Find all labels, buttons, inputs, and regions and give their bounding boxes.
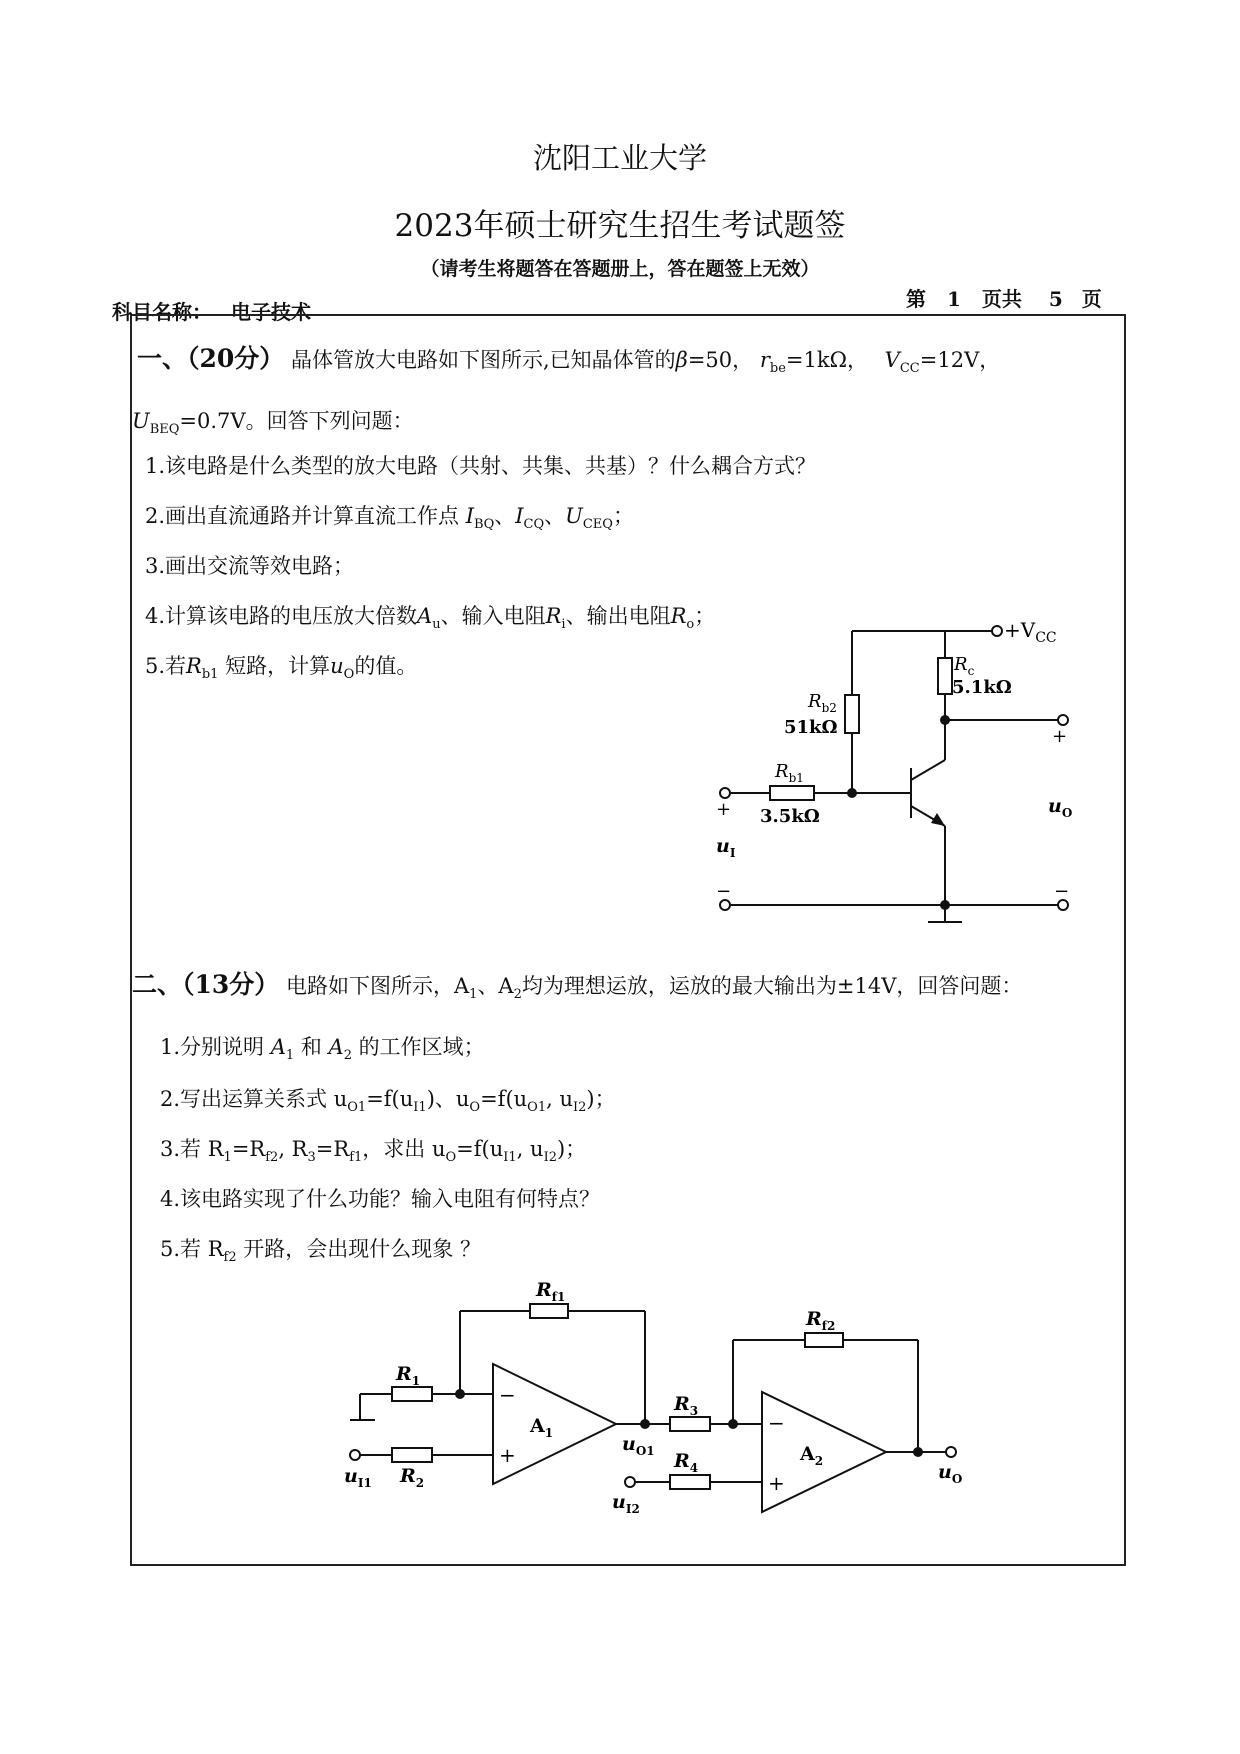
q2-a1-plus: + (499, 1443, 516, 1467)
q2-uo-label: $u_O$ (938, 1461, 963, 1486)
q2-intro-a1-sub: 1 (469, 987, 478, 1003)
q2-item1-c: 的工作区域； (351, 1035, 485, 1059)
q1-heading: 一、（20分） (137, 344, 285, 373)
school-name: 沈阳工业大学 (532, 141, 707, 175)
q2-item3-a: 3.若 R (160, 1137, 224, 1161)
q2-item5-a: 5.若 R (160, 1237, 224, 1261)
q1-rb1: R (186, 654, 202, 678)
q2-r2-label: $R_2$ (400, 1465, 425, 1490)
q2-item1-a2: A (328, 1035, 344, 1059)
q2-item2-c: )、u (426, 1087, 470, 1111)
q1-uo: u (330, 654, 344, 678)
q2-intro-a: 电路如下图所示，A (285, 974, 470, 998)
page-number: 1 (946, 287, 961, 311)
q1-ubeq: U (132, 409, 150, 433)
q1-ibq: I (465, 504, 475, 528)
q2-item3-s7: I2 (543, 1150, 557, 1166)
q2-intro-c: 均为理想运放，运放的最大输出为±14V，回答问题： (521, 974, 1023, 998)
q1-rb1-label: $R_{b1}$ (775, 761, 804, 785)
q2-item1-b: 和 (294, 1035, 329, 1059)
q2-item5-s1: f2 (223, 1250, 237, 1266)
q2-item3-s5: O (445, 1150, 457, 1166)
q2-item3-f: =f(u (456, 1137, 504, 1161)
q1-minus-out: − (1054, 881, 1070, 902)
page-label-1: 第 (906, 287, 926, 311)
q2-heading: 二、（13分） (132, 970, 280, 999)
q2-intro-a2-sub: 2 (513, 987, 522, 1003)
q1-uceq-sub: CEQ (582, 517, 613, 533)
q2-r1-label: $R_1$ (396, 1363, 421, 1388)
q1-item4-b: 、输入电阻 (440, 604, 546, 628)
q1-au-sub: u (432, 617, 441, 633)
q2-item2-s3: O (469, 1100, 481, 1116)
q1-minus-in: − (716, 881, 732, 902)
q1-rb2-label: $R_{b2}$ (808, 691, 837, 715)
q2-item3-e: ，求出 u (362, 1137, 446, 1161)
q2-item3-d: =R (315, 1137, 350, 1161)
q1-intro-b: =50， (687, 348, 754, 372)
q1-item2-sep2: 、 (544, 504, 566, 528)
q2-a1-minus: − (499, 1383, 516, 1407)
q1-item5-b: 短路，计算 (218, 654, 331, 678)
q1-uo-sub: O (343, 667, 355, 683)
q2-r4-label: $R_4$ (674, 1450, 699, 1475)
q2-item3-s4: f1 (349, 1150, 363, 1166)
q2-a2-minus: − (768, 1411, 785, 1435)
q2-item2-d: =f(u (480, 1087, 528, 1111)
q1-ro: R (670, 604, 687, 628)
q1-ibq-sub: BQ (474, 517, 495, 533)
q1-item5-c: 的值。 (354, 654, 418, 678)
q1-item3: 3.画出交流等效电路； (145, 554, 355, 578)
q1-item2-end: ； (612, 504, 634, 528)
page-total: 5 (1048, 287, 1063, 311)
q2-item5-b: 开路，会出现什么现象 ？ (236, 1237, 481, 1261)
q1-plus-out: + (1052, 726, 1068, 747)
q1-rb2-value: 51kΩ (784, 717, 838, 738)
q1-au: A (417, 604, 433, 628)
q1-item2-sep1: 、 (494, 504, 516, 528)
q1-plus-in: + (716, 799, 732, 820)
q1-item1: 1.该电路是什么类型的放大电路（共射、共集、共基）？什么耦合方式？ (145, 454, 817, 478)
q1-intro-c: =1kΩ， (785, 348, 868, 372)
q2-item3-g: , u (516, 1137, 544, 1161)
q1-rc-label: $R_c$ (954, 654, 975, 678)
q1-uo-label: $u_O$ (1048, 795, 1073, 820)
q2-ui1-label: $u_{I1}$ (344, 1465, 372, 1490)
q1-ubeq-sub: BEQ (149, 422, 180, 438)
q1-intro-e: =0.7V。回答下列问题： (179, 409, 414, 433)
q2-a1-label: $A_1$ (530, 1415, 554, 1440)
q1-item2-a: 2.画出直流通路并计算直流工作点 (145, 504, 466, 528)
q1-intro-d: =12V， (919, 348, 1001, 372)
q1-ri: R (545, 604, 562, 628)
q2-item3-s3: 3 (307, 1150, 316, 1166)
exam-title: 2023年硕士研究生招生考试题签 (394, 208, 846, 244)
q1-icq: I (515, 504, 524, 528)
subject-label: 科目名称： (112, 300, 212, 324)
q2-item2-f: )； (586, 1087, 616, 1111)
q1-icq-sub: CQ (523, 517, 545, 533)
q1-item5-a: 5.若 (145, 654, 187, 678)
q2-item1-a1: A (270, 1035, 286, 1059)
q2-item3-b: =R (231, 1137, 266, 1161)
subject-value: 电子技术 (230, 300, 311, 324)
q2-item2-s4: O1 (527, 1100, 547, 1116)
q1-rb1-sub: b1 (201, 667, 219, 683)
q1-uceq: U (565, 504, 583, 528)
q1-intro-a: 晶体管放大电路如下图所示,已知晶体管的 (290, 348, 676, 372)
page-label-2: 页共 (981, 287, 1022, 311)
q2-item2-a: 2.写出运算关系式 u (160, 1087, 348, 1111)
q2-uo1-label: $u_{O1}$ (622, 1433, 655, 1458)
q2-ui2-label: $u_{I2}$ (612, 1491, 640, 1516)
q1-item4-end: ； (694, 604, 716, 628)
q1-rbe-sub: be (769, 361, 786, 377)
q2-item3-s1: 1 (223, 1150, 232, 1166)
q1-item4-a: 4.计算该电路的电压放大倍数 (145, 604, 418, 628)
q1-rb1-value: 3.5kΩ (760, 806, 820, 827)
q1-ri-sub: i (561, 617, 566, 633)
q1-rbe: r (759, 348, 770, 372)
q2-item2-s5: I2 (573, 1100, 587, 1116)
q2-rf1-label: $R_{f1}$ (536, 1279, 566, 1304)
q2-item2-s1: O1 (347, 1100, 367, 1116)
q2-item1-a1-sub: 1 (285, 1048, 295, 1064)
q2-item1-a2-sub: 2 (343, 1048, 352, 1064)
q2-item1-a: 1.分别说明 (160, 1035, 271, 1059)
exam-notice: （请考生将题答在答题册上，答在题签上无效） (420, 258, 820, 280)
q2-a2-plus: + (768, 1471, 785, 1495)
q2-item3-h: )； (556, 1137, 587, 1161)
q2-item3-c: , R (278, 1137, 308, 1161)
q2-item2-b: =f(u (366, 1087, 414, 1111)
q1-vcc: V (884, 348, 900, 372)
q1-vcc-terminal: $+V_{CC}$ (1004, 618, 1057, 646)
q2-r3-label: $R_3$ (674, 1393, 699, 1418)
q1-rc-value: 5.1kΩ (952, 677, 1012, 698)
q2-item2-e: , u (546, 1087, 573, 1111)
q2-item3-s6: I1 (503, 1150, 517, 1166)
q1-vcc-sub: CC (899, 361, 920, 377)
q1-ro-sub: o (686, 617, 695, 633)
q2-intro-b: 、A (477, 974, 514, 998)
q2-a2-label: $A_2$ (800, 1443, 824, 1468)
page-label-3: 页 (1081, 287, 1102, 311)
q1-ui-label: $u_I$ (716, 835, 736, 860)
q2-item2-s2: I1 (413, 1100, 427, 1116)
q2-rf2-label: $R_{f2}$ (806, 1308, 836, 1333)
q2-item4: 4.该电路实现了什么功能？输入电阻有何特点？ (160, 1187, 601, 1211)
q1-beta: β (675, 348, 688, 372)
q2-item3-s2: f2 (265, 1150, 279, 1166)
q1-item4-c: 、输出电阻 (565, 604, 671, 628)
